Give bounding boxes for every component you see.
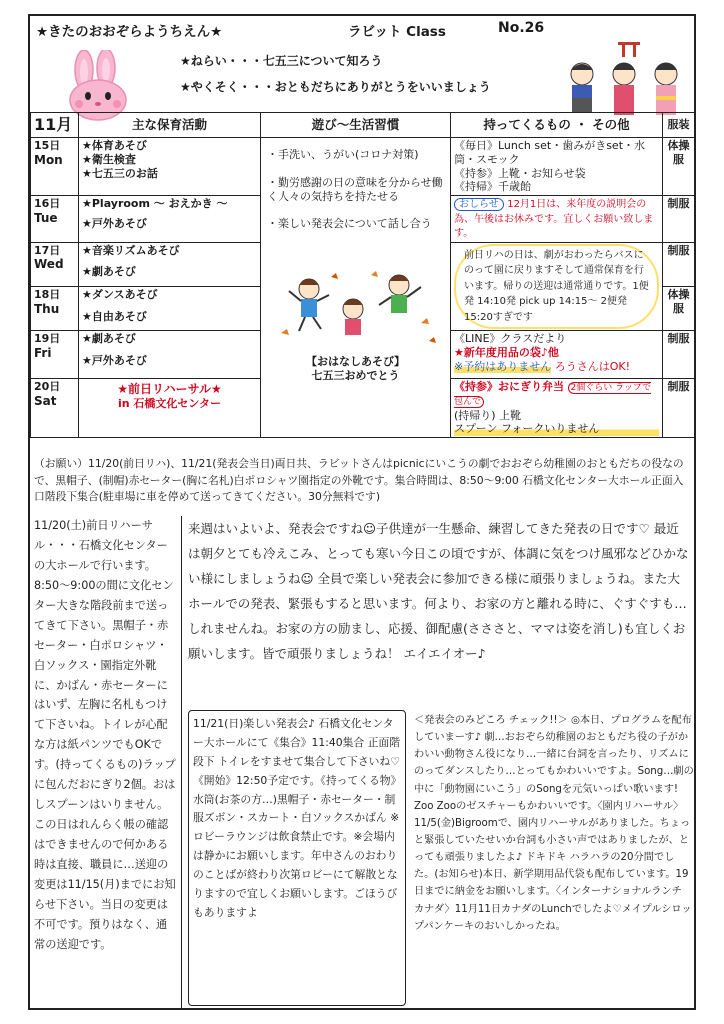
activities-header: 主な保育活動 — [79, 113, 261, 138]
daily-items: 《毎日》Lunch set・歯みがきset・水筒・スモック — [454, 139, 646, 166]
take-items-2: スプーン フォークいりません — [454, 422, 659, 436]
highlights-check: ＜発表会のみどころ チェック!!＞ ◎本日、プログラムを配布していまーす♪ 劇…おおぞら幼稚園のおともだち役の子がかわいい動物さん役になり…一緒に台詞を言ったり、リズムにのってダンスしたり…とってもかわいいですよ。Song…劇の中に「動物園にいこう」のSongを元気いっぱい歌います! Zoo Zooのゼスチャーもかわいいです。〈園内リハーサル〉11/5(金)Bigroomで、園内リハーサルがありました。ちょっと緊張していたせいか台詞も小さい声ではありましたが、とっても頑張りましたよ♪ ドキドキ ハラハラの20分間でした。(お知らせ)本日、新学期用品代袋も配布しています。19日までに納金をお願いします。〈インターナショナルランチ カナダ〉11月11日カナダのLunchでしたよ♡メイプルシロップパンケーキのおいしかったね。 — [414, 715, 694, 932]
items-cell — [451, 138, 663, 196]
play-column — [261, 138, 451, 438]
recital-day-box: 11/21(日)楽しい発表会♪ 石橋文化センター大ホールにて《集合》11:40集合 正面階段下 トイレをすませて集合して下さいね♡《開始》12:50予定です。《持ってくる物》水筒(お茶の方…)黒帽子・赤セーター・制服ズボン・スカート・白ソックスかばん ※ロビーラウンジは飲食禁止です。※会場内は静かにお願いします。年中さんのおわりのことばが終わり次第ロビーにて解散となりますので宜しくお願いします。ごほうびもありますよ — [188, 710, 406, 1006]
activity-cell: ★体育あそび ★衛生検査 ★七五三のお話 — [79, 138, 261, 196]
day-cell: 15日 Mon — [31, 138, 79, 196]
play-item: ・楽しい発表会について話し合う — [267, 217, 432, 231]
issue-number: No.26 — [498, 20, 545, 36]
clothes-cell: 体操服 — [663, 138, 695, 196]
activity-cell: ★前日リハーサル★ in 石橋文化センター — [79, 379, 261, 438]
story-name: 七五三おめでとう — [311, 368, 400, 382]
clothes-cell: 制服 — [663, 331, 695, 379]
bento-label: 《持参》おにぎり弁当 — [454, 380, 564, 393]
activity-cell: ★ダンスあそび ★自由あそび — [79, 286, 261, 330]
activity-cell: ★音楽リズムあそび ★劇あそび — [79, 242, 261, 286]
bento-cell — [451, 379, 663, 438]
month-header: 11月 — [31, 113, 79, 138]
take-items: 上靴 — [499, 408, 522, 422]
rehearsal-note: 前日リハの日は、劇がおわったらバスにのって園に戻りますそして通常保育を行います。帰りの送迎は通常通りです。1便発 14:10発 pick up 14:15～ 2便発 15:20すぎです — [454, 244, 659, 330]
play-item: ・手洗い、うがい(コロナ対策) — [267, 148, 419, 161]
table-row — [31, 138, 695, 196]
prep-aside: ろうさんはOK! — [554, 359, 630, 373]
day-cell: 20日 Sat — [31, 379, 79, 438]
class-label: ラビット Class — [348, 24, 446, 40]
day-cell: 17日 Wed — [31, 242, 79, 286]
newsletter-sheet — [28, 14, 696, 1010]
notice-cell — [451, 196, 663, 243]
story-title: 【おはなしあそび】 — [306, 355, 405, 368]
school-title: ★きたのおおぞらようちえん★ — [36, 24, 223, 40]
activity-cell: ★Playroom ～ おえかき ～ ★戸外あそび — [79, 196, 261, 243]
shichigosan-kids-icon — [562, 40, 692, 122]
activity-cell: ★劇あそび ★戸外あそび — [79, 331, 261, 379]
promise-line: ★やくそく・・・おともだちにありがとうをいいましょう — [180, 80, 491, 94]
rehearsal-day-note: 11/20(土)前日リハーサル・・・石橋文化センターの大ホールで行います。8:50～9:00の間に文化センター大きな階段前まで送ってきて下さい。黒帽子・赤セーター・白ポロシャツ・白ソックス・園指定外靴に、かばん・赤セーターにはいず、左胸に名札もつけて下さいね。トイレが心配な方は紙パンツでもOKです。(持ってくるもの)ラップに包んだおにぎり2個。おはしスプーンはいりません。この日はれんらく帳の確認はできませんので何かある時は直接、職員に…送迎の変更は11/15(月)までにお知らせ下さい。当日の変更は不可です。預りはなく、通常の送迎です。 — [34, 516, 182, 1008]
day-cell: 16日 Tue — [31, 196, 79, 243]
play-header: 遊び～生活習慣 — [261, 113, 451, 138]
clothes-cell: 制服 — [663, 379, 695, 438]
clothes-cell: 制服 — [663, 196, 695, 243]
dancing-children-icon — [271, 261, 441, 347]
notice-text: 12月1日は、来年度の説明会の為、午後はお休みです。宜しくお願い致します。 — [454, 199, 654, 239]
take-label: (持帰り) — [454, 408, 496, 422]
rehearsal-note-cell — [451, 242, 663, 331]
bento-note: 2個ぐらい ラップで包んで — [454, 383, 652, 408]
weekly-schedule-table — [30, 112, 695, 438]
take-home-items: 《持帰》千歳飴 — [454, 180, 531, 194]
line-cell — [451, 331, 663, 379]
aim-line: ★ねらい・・・七五三について知ろう — [180, 54, 383, 68]
clothes-header: 服装 — [663, 113, 695, 138]
day-cell: 19日 Fri — [31, 331, 79, 379]
clothes-cell: 制服 — [663, 242, 695, 286]
new-items-info: ★新年度用品の袋♪他 — [454, 345, 559, 359]
line-info: 《LINE》クラスだより — [454, 332, 567, 345]
play-item: ・勤労感謝の日の意味を分からせ働く人々の気持ちを持たせる — [267, 175, 443, 203]
day-cell: 18日 Thu — [31, 286, 79, 330]
request-note: （お願い）11/20(前日リハ)、11/21(発表会当日)両日共、ラビットさんはpicnicにいこうの劇でおおぞら幼稚園のおともだちの役なので、黒帽子、(制帽)赤セーター(胸に名札)白ポロシャツ園指定の外靴です。集合時間は、8:50～9:00 石橋文化センター大ホール正面入口階段下集合(駐車場に車を停めて送ってきてください。30分無料です) — [34, 457, 684, 504]
bring-items: 《持参》上靴・お知らせ袋 — [454, 166, 586, 180]
items-header: 持ってくるもの ・ その他 — [451, 113, 663, 138]
notice-tag: おしらせ — [454, 198, 504, 211]
table-header-row — [31, 113, 695, 138]
prep-info: ※予約はありません — [454, 359, 552, 373]
main-message: 来週はいよいよ、発表会ですね☺子供達が一生懸命、練習してきた発表の日です♡ 最近は朝夕とても冷えこみ、とっても寒い今日この頃ですが、体調に気をつけ風邪などひかない様にしましょうね☺ 全員で楽しい発表会に参加できる様に頑張りましょうね。また大ホールでの発表、緊張もすると思います。何より、お家の方と離れる時に、ぐすぐすも…しれませんね。お家の方の励まし、応援、御配慮(さささと、ママは姿を消し)も宜しくお願いします。皆で頑張りましょうね！ エイエイオー♪ — [188, 521, 689, 661]
clothes-cell: 体操服 — [663, 286, 695, 330]
